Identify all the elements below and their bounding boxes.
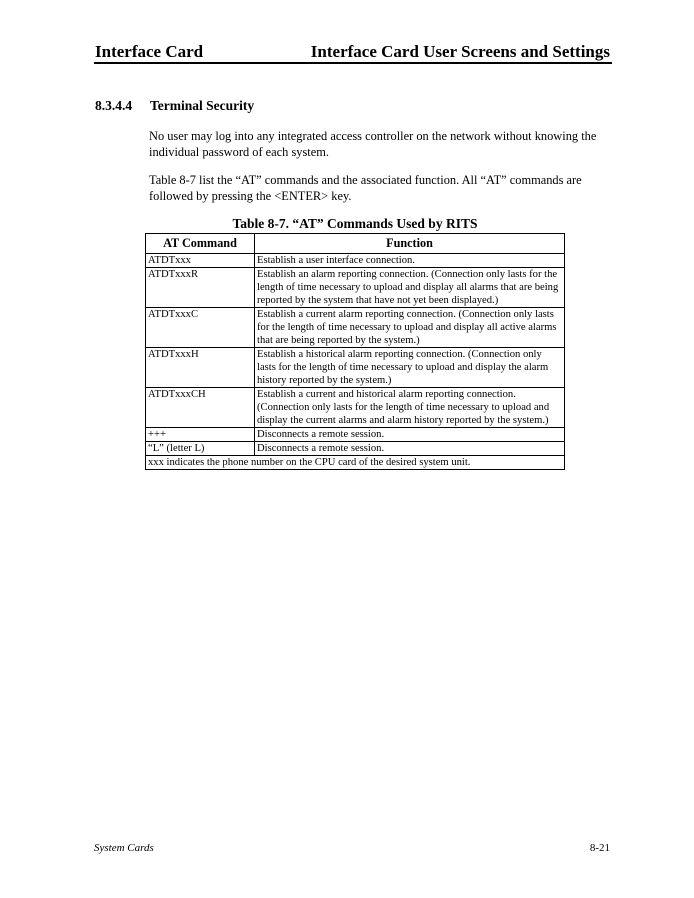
- table-row: [146, 348, 565, 388]
- at-commands-table: [145, 233, 565, 470]
- command-cell: ATDTxxx: [146, 254, 255, 268]
- table-row: [146, 388, 565, 428]
- header-at-command: AT Command: [146, 234, 255, 254]
- function-cell: Establish an alarm reporting connection. (Connection only lasts for the length of time necessary to upload and display all alarms that are being reported by the system that have not yet been displayed.): [255, 268, 565, 308]
- command-cell: ATDTxxxC: [146, 308, 255, 348]
- table-row: [146, 268, 565, 308]
- table-row: [146, 428, 565, 442]
- function-cell: Establish a current and historical alarm reporting connection. (Connection only lasts for the length of time necessary to upload and display the current alarms and alarm history reported by the system.): [255, 388, 565, 428]
- function-cell: Establish a user interface connection.: [255, 254, 565, 268]
- page-number: 8-21: [589, 842, 610, 854]
- command-cell: ATDTxxxR: [146, 268, 255, 308]
- function-cell: Establish a historical alarm reporting connection. (Connection only lasts for the length of time necessary to upload and display the alarm history reported by the system.): [255, 348, 565, 388]
- table-note-row: [146, 456, 565, 470]
- section-number: 8.3.4.4: [95, 98, 133, 113]
- paragraph-at-commands: Table 8-7 list the “AT” commands and the associated function. All “AT” commands are followed by pressing the <ENTER> key.: [149, 173, 582, 203]
- page-header: [94, 40, 612, 64]
- header-left-title: Interface Card: [95, 42, 204, 61]
- function-cell: Disconnects a remote session.: [255, 442, 565, 456]
- section-title: Terminal Security: [150, 98, 255, 113]
- table-row: [146, 254, 565, 268]
- table-row: [146, 308, 565, 348]
- footer-left: System Cards: [94, 842, 154, 854]
- function-cell: Establish a current alarm reporting connection. (Connection only lasts for the length of time necessary to upload and display all active alarms that are being reported by the system.): [255, 308, 565, 348]
- command-cell: +++: [146, 428, 255, 442]
- section-heading: [95, 98, 254, 114]
- paragraph-terminal-security: No user may log into any integrated access controller on the network without knowing the individual password of each system.: [149, 129, 597, 159]
- header-function: Function: [255, 234, 565, 254]
- table-row: [146, 442, 565, 456]
- table-caption: Table 8-7. “AT” Commands Used by RITS: [232, 216, 478, 231]
- header-right-title: Interface Card User Screens and Settings: [310, 42, 610, 61]
- function-cell: Disconnects a remote session.: [255, 428, 565, 442]
- table-note: xxx indicates the phone number on the CPU card of the desired system unit.: [146, 456, 565, 470]
- command-cell: “L” (letter L): [146, 442, 255, 456]
- command-cell: ATDTxxxH: [146, 348, 255, 388]
- table-header-row: [146, 234, 565, 254]
- command-cell: ATDTxxxCH: [146, 388, 255, 428]
